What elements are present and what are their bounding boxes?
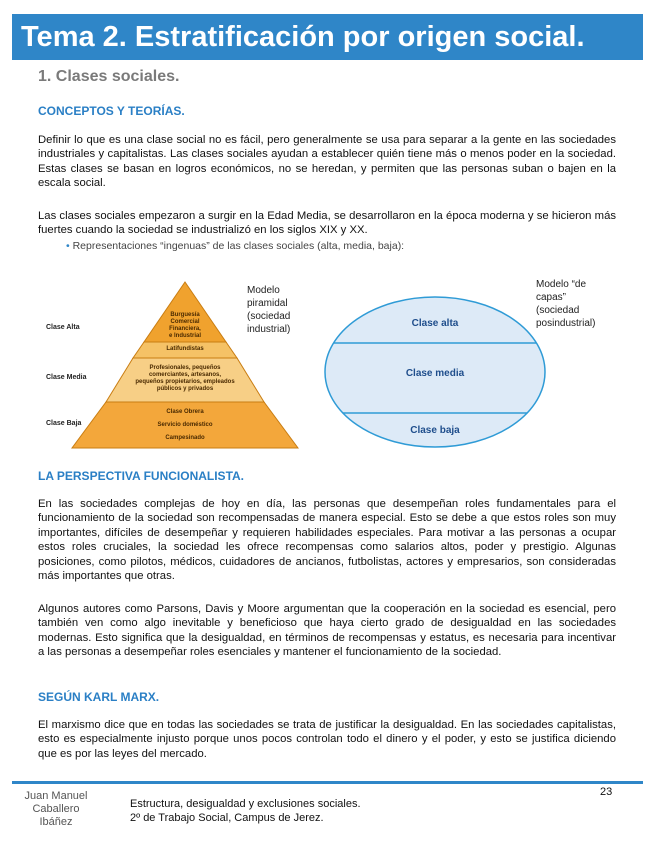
label-clase-baja: Clase Baja: [46, 420, 82, 427]
pyramid-alta-text: [155, 312, 215, 340]
layers-caption-line: capas”: [536, 292, 567, 303]
layers-caption-line: posindustrial): [536, 318, 596, 329]
subheading-marx: SEGÚN KARL MARX.: [38, 690, 160, 704]
tier-profesionales: Profesionales, pequeños: [149, 365, 221, 371]
label-clase-alta: Clase Alta: [46, 324, 80, 331]
pyramid-caption-line: (sociedad: [247, 311, 291, 322]
footer-author: [16, 790, 96, 829]
paragraph-3: En las sociedades complejas de hoy en día, las personas que desempeñan roles fundamentales para el funcionamiento de la sociedad son recompensadas de manera especial. Esto se debe a que estos roles son muy importantes, difíciles de desempeñar y requieren habilidades especiales. Para motivar a las personas a ocupar estos roles cruciales, la sociedad les ofrece recompensas como salarios altos, poder y prestigio. Algunas posiciones, como pilotos, médicos, cuidadores de ancianos, futbolistas, actores y empresarios, son consideradas más importantes que otras.: [38, 498, 616, 583]
tier-obrera: Clase Obrera: [166, 409, 204, 415]
layers-caption-line: (sociedad: [536, 305, 580, 316]
tier-industrial: e Industrial: [168, 333, 201, 339]
tier-publicos: públicos y privados: [156, 386, 214, 392]
class-diagram: [40, 262, 620, 460]
layer-clase-baja: Clase baja: [410, 425, 460, 436]
subheading-funcionalista: LA PERSPECTIVA FUNCIONALISTA.: [38, 469, 245, 483]
layers-caption-line: Modelo “de: [536, 279, 587, 290]
pyramid-model-caption: [247, 284, 290, 336]
author-line: Caballero: [32, 803, 80, 815]
layers-model-caption: [536, 278, 595, 330]
subheading-conceptos: CONCEPTOS Y TEORÍAS.: [38, 104, 185, 118]
tier-domestico: Servicio doméstico: [157, 422, 213, 428]
pyramid-baja-text: [100, 406, 270, 445]
page-title: Tema 2. Estratificación por origen social.: [21, 21, 585, 53]
tier-financiera: Financiera,: [169, 326, 201, 332]
course-line: Estructura, desigualdad y exclusiones sociales.: [130, 798, 361, 810]
label-clase-media: Clase Media: [46, 374, 87, 381]
page-number: 23: [600, 786, 613, 798]
author-line: Juan Manuel: [24, 790, 88, 802]
tier-comercial: Comercial: [170, 319, 200, 325]
footer-divider: [12, 781, 643, 784]
layer-clase-alta: Clase alta: [411, 318, 459, 329]
figure-bullet-text: Representaciones “ingenuas” de las clases sociales (alta, media, baja):: [72, 240, 405, 252]
pyramid-caption-line: Modelo: [247, 285, 280, 296]
tier-comerciantes: comerciantes, artesanos,: [148, 372, 222, 378]
tier-campesinado: Campesinado: [165, 435, 205, 441]
tier-burguesia: Burguesía: [170, 312, 200, 318]
figure-bullet: [66, 240, 404, 252]
paragraph-1: Definir lo que es una clase social no es fácil, pero generalmente se usa para separar a la gente en las sociedades industriales y capitalistas. Las clases sociales ayudan a establecer quién tiene más o menos poder en la sociedad. Estas clases se basan en logros económicos, no se heredan, y permiten que las personas suban o bajen en la escala social.: [38, 134, 616, 190]
tier-propietarios: pequeños propietarios, empleados: [135, 379, 235, 385]
course-line: 2º de Trabajo Social, Campus de Jerez.: [130, 812, 324, 824]
pyramid-caption-line: piramidal: [247, 298, 288, 309]
paragraph-5: El marxismo dice que en todas las sociedades se trata de justificar la desigualdad. En las sociedades capitalistas, esto es especialmente injusto porque unos pocos controlan todo el dinero y el poder, y esto se justifica diciendo que es por las leyes del mercado.: [38, 719, 616, 760]
author-line: Ibáñez: [39, 816, 73, 828]
footer-course: [130, 797, 361, 825]
title-bar: [12, 14, 643, 60]
tier-latifundistas: Latifundistas: [166, 346, 204, 352]
paragraph-4: Algunos autores como Parsons, Davis y Moore argumentan que la cooperación en la sociedad es esencial, pero también ven como algo inevitable y beneficioso que haya cierto grado de desigualdad en las sociedades modernas. Esto significa que la desigualdad, en términos de recompensas y estatus, es necesaria para incentivar a las personas a desempeñar roles esenciales y mantener el funcionamiento de la sociedad.: [38, 603, 616, 659]
bullet-dot-icon: •: [66, 240, 73, 252]
section-title: 1. Clases sociales.: [38, 68, 180, 85]
layer-clase-media: Clase media: [405, 368, 465, 379]
pyramid-caption-line: industrial): [247, 324, 291, 335]
paragraph-2: Las clases sociales empezaron a surgir en la Edad Media, se desarrollaron en la época moderna y se hicieron más fuertes cuando la sociedad se industrializó en los siglos XIX y XX.: [38, 210, 616, 237]
pyramid-media-text: [120, 365, 250, 393]
